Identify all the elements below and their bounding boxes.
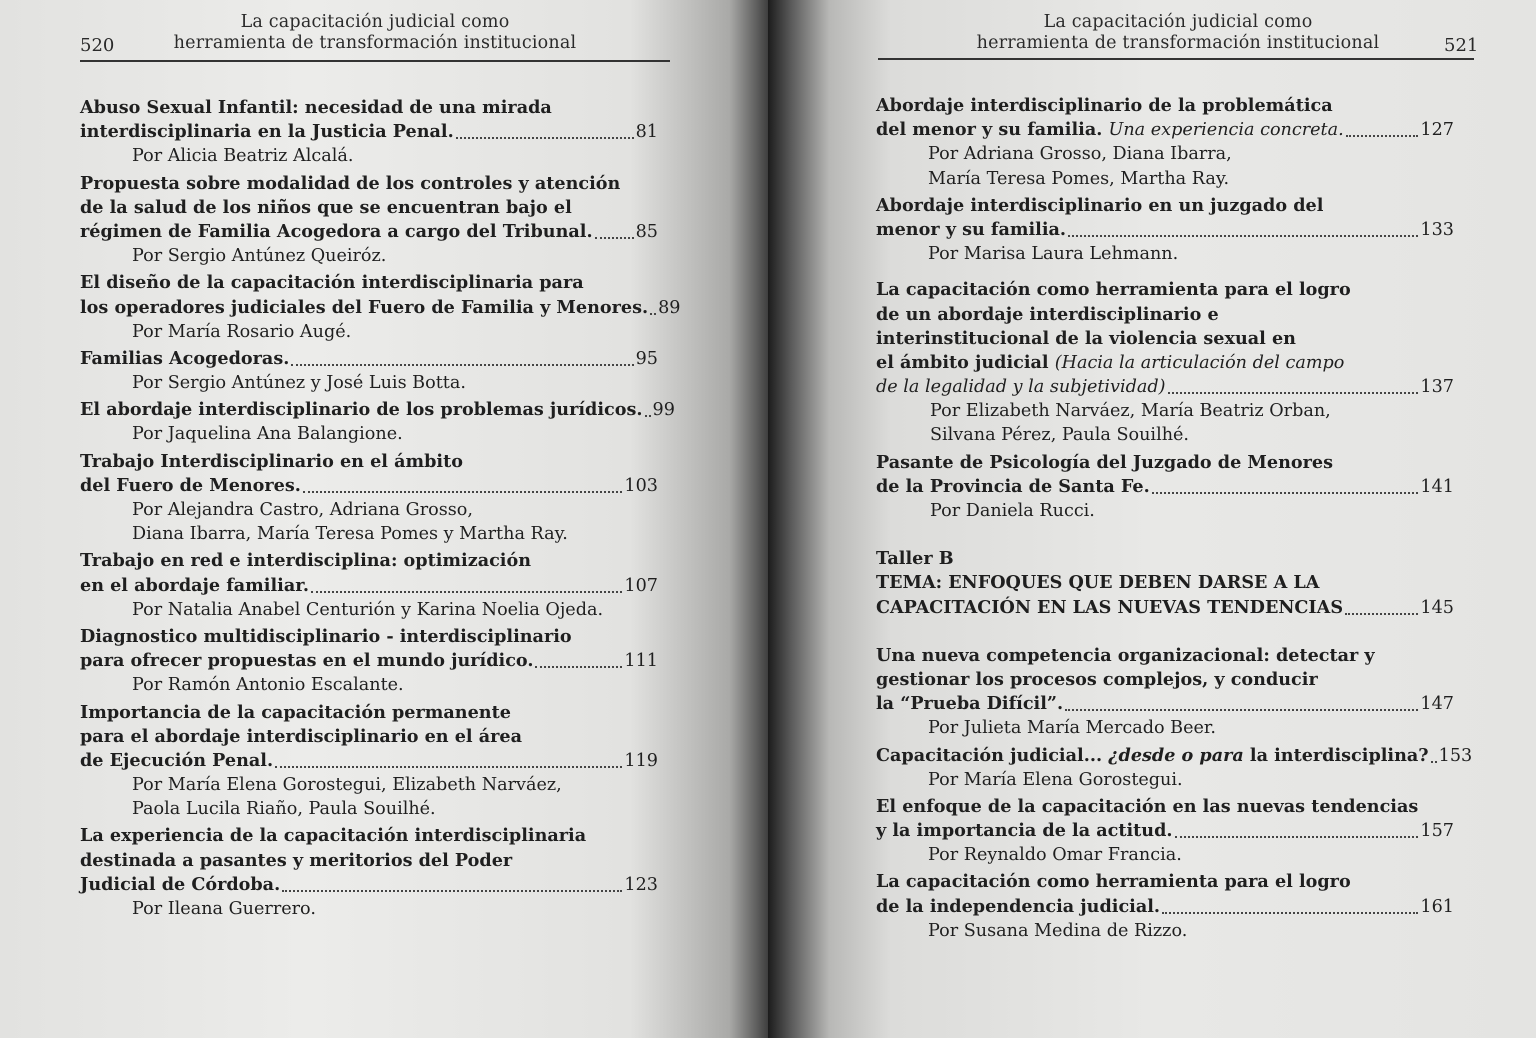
entry-title: gestionar los procesos complejos, y conducir (876, 668, 1318, 690)
entry-page-number: 123 (624, 874, 658, 895)
entry-author: Paola Lucila Riaño, Paula Souilhé. (132, 799, 436, 820)
toc-entry[interactable] (876, 644, 1454, 741)
leader-dots (1346, 118, 1419, 137)
entry-title: Propuesta sobre modalidad de los controles y atención (80, 172, 621, 194)
entry-author: Por Natalia Anabel Centurión y Karina Noelia Ojeda. (132, 599, 604, 620)
entry-author: Por Alejandra Castro, Adriana Grosso, (132, 500, 473, 520)
leader-dots (1175, 819, 1419, 838)
toc-entry[interactable] (80, 450, 658, 547)
entry-page-number: 107 (624, 575, 658, 596)
entry-title-last-line: en el abordaje familiar. 107 (80, 574, 658, 598)
toc-entry[interactable] (80, 172, 658, 269)
entry-author: Por Reynaldo Omar Francia. (928, 845, 1182, 866)
toc-entry[interactable] (876, 870, 1454, 943)
entry-title: Abordaje interdisciplinario en un juzgado del (876, 194, 1324, 216)
entry-author: Por María Rosario Augé. (132, 321, 352, 342)
toc-entry[interactable] (80, 96, 658, 169)
leader-dots (1168, 375, 1419, 394)
page-number: 521 (1444, 35, 1479, 56)
entry-page-number: 89 (658, 297, 681, 318)
leader-dots (1345, 596, 1418, 615)
entry-author: Por Elizabeth Narváez, María Beatriz Orban, (930, 401, 1331, 422)
toc-list-right (876, 94, 1473, 943)
entry-title: Importancia de la capacitación permanente (80, 701, 511, 723)
entry-title: Trabajo en red e interdisciplina: optimización (80, 550, 532, 572)
entry-page-number: 157 (1420, 821, 1454, 842)
entry-title-last-line: de Ejecución Penal. 119 (80, 749, 658, 773)
entry-page-number: 119 (624, 750, 658, 771)
entry-author: Por Adriana Grosso, Diana Ibarra, (928, 144, 1232, 165)
toc-entry[interactable] (876, 795, 1454, 868)
toc-entry[interactable] (876, 744, 1473, 792)
entry-author: Por Jaquelina Ana Balangione. (132, 424, 403, 445)
entry-title: para el abordaje interdisciplinario en el área (80, 725, 522, 747)
leader-dots (275, 749, 622, 768)
leader-dots (645, 398, 651, 417)
entry-author: Por María Elena Gorostegui, Elizabeth Narváez, (132, 775, 562, 796)
entry-title-last-line: los operadores judiciales del Fuero de Familia y Menores. 89 (80, 296, 658, 320)
entry-page-number: 133 (1420, 219, 1454, 240)
entry-page-number: 145 (1420, 597, 1454, 618)
entry-page-number: 127 (1420, 120, 1454, 141)
page-number: 520 (80, 35, 115, 56)
entry-title-last-line: Capacitación judicial... ¿desde o para la interdisciplina? 153 (876, 744, 1454, 768)
leader-dots (311, 574, 622, 593)
leader-dots (303, 474, 622, 493)
running-head-line2: herramienta de transformación institucional (173, 33, 577, 53)
entry-title-last-line: del Fuero de Menores. 103 (80, 474, 658, 498)
leader-dots (595, 220, 634, 239)
leader-dots (1152, 475, 1419, 494)
entry-title: interinstitucional de la violencia sexual en (876, 327, 1296, 349)
toc-entry[interactable] (80, 398, 675, 446)
running-head-line1: La capacitación judicial como (1043, 12, 1313, 32)
entry-title-last-line: de la Provincia de Santa Fe. 141 (876, 475, 1454, 499)
entry-author: Por Daniela Rucci. (930, 501, 1095, 521)
entry-title: La experiencia de la capacitación interdisciplinaria (80, 825, 587, 847)
leader-dots (650, 296, 656, 315)
toc-entry[interactable] (876, 94, 1454, 191)
entry-author: Por Ramón Antonio Escalante. (132, 675, 404, 696)
entry-author: Por Sergio Antúnez y José Luis Botta. (132, 373, 466, 394)
entry-title: La capacitación como herramienta para el logro (876, 279, 1351, 301)
running-head (958, 12, 1398, 54)
entry-author: Por Susana Medina de Rizzo. (928, 920, 1188, 941)
leader-dots (282, 873, 622, 892)
leader-dots (1065, 692, 1418, 711)
entry-title-last-line: y la importancia de la actitud. 157 (876, 819, 1454, 843)
entry-title-last-line: menor y su familia. 133 (876, 218, 1454, 242)
toc-entry[interactable] (80, 824, 658, 921)
entry-author: Diana Ibarra, María Teresa Pomes y Martha Ray. (132, 524, 568, 545)
entry-title: Diagnostico multidisciplinario - interdisciplinario (80, 625, 572, 647)
leader-dots (1162, 895, 1418, 914)
entry-page-number: 147 (1420, 694, 1454, 715)
entry-title: La capacitación como herramienta para el logro (876, 871, 1351, 893)
entry-title: Una nueva competencia organizacional: detectar y (876, 644, 1375, 666)
entry-page-number: 137 (1420, 377, 1454, 398)
entry-author: Silvana Pérez, Paula Souilhé. (930, 425, 1190, 446)
running-head (140, 12, 610, 54)
taller-theme-last-line: CAPACITACIÓN EN LAS NUEVAS TENDENCIAS 145 (876, 596, 1454, 620)
entry-page-number: 81 (635, 122, 658, 143)
entry-author: Por Sergio Antúnez Queiróz. (132, 246, 387, 267)
right-page (768, 0, 1536, 1038)
toc-entry[interactable] (80, 701, 658, 822)
header-rule (80, 60, 670, 62)
header-rule (878, 58, 1474, 60)
entry-title: de un abordaje interdisciplinario e (876, 303, 1219, 325)
leader-dots (1431, 744, 1437, 763)
entry-title: Pasante de Psicología del Juzgado de Menores (876, 451, 1333, 473)
entry-title-last-line: del menor y su familia. Una experiencia concreta. 127 (876, 118, 1454, 142)
entry-title: El diseño de la capacitación interdisciplinaria para (80, 272, 584, 294)
entry-title: Abuso Sexual Infantil: necesidad de una mirada (80, 97, 552, 118)
entry-title-last-line: Judicial de Córdoba. 123 (80, 873, 658, 897)
entry-title: de la salud de los niños que se encuentran bajo el (80, 196, 572, 218)
toc-entry[interactable] (80, 347, 658, 395)
taller-label: Taller B (876, 548, 954, 570)
entry-title: Trabajo Interdisciplinario en el ámbito (80, 450, 463, 472)
leader-dots (456, 120, 634, 139)
toc-entry[interactable] (80, 549, 658, 622)
entry-title-last-line: de la legalidad y la subjetividad) 137 (876, 375, 1454, 399)
entry-title: el ámbito judicial (Hacia la articulación del campo (876, 351, 1345, 373)
entry-page-number: 153 (1438, 745, 1473, 766)
running-head-line1: La capacitación judicial como (240, 12, 510, 32)
toc-entry[interactable] (876, 451, 1454, 524)
entry-author: María Teresa Pomes, Martha Ray. (928, 168, 1230, 189)
entry-author: Por Alicia Beatriz Alcalá. (132, 146, 354, 167)
entry-author: Por Marisa Laura Lehmann. (928, 244, 1179, 265)
entry-title: Abordaje interdisciplinario de la problemática (876, 95, 1333, 116)
entry-page-number: 99 (652, 400, 675, 421)
entry-title-last-line: interdisciplinaria en la Justicia Penal. 81 (80, 120, 658, 144)
leader-dots (291, 347, 633, 366)
entry-title-last-line: régimen de Familia Acogedora a cargo del Tribunal. 85 (80, 220, 658, 244)
running-head-line2: herramienta de transformación institucional (976, 33, 1380, 53)
entry-title: El enfoque de la capacitación en las nuevas tendencias (876, 795, 1419, 817)
entry-page-number: 95 (635, 348, 658, 369)
entry-author: Por Ileana Guerrero. (132, 899, 316, 919)
entry-page-number: 161 (1420, 896, 1454, 917)
entry-author: Por María Elena Gorostegui. (928, 769, 1183, 790)
toc-entry[interactable] (876, 278, 1454, 447)
entry-title-last-line: la “Prueba Difícil”. 147 (876, 692, 1454, 716)
entry-title-last-line: de la independencia judicial. 161 (876, 895, 1454, 919)
leader-dots (535, 649, 622, 668)
toc-entry[interactable] (876, 194, 1454, 267)
entry-title-last-line: Familias Acogedoras. 95 (80, 347, 658, 371)
entry-page-number: 141 (1420, 476, 1454, 497)
entry-title: destinada a pasantes y meritorios del Poder (80, 849, 513, 871)
taller-section[interactable] (876, 547, 1454, 620)
toc-list-left (80, 96, 681, 921)
entry-page-number: 85 (635, 221, 658, 242)
entry-title-last-line: El abordaje interdisciplinario de los problemas jurídicos. 99 (80, 398, 658, 422)
toc-entry[interactable] (80, 271, 681, 344)
entry-author: Por Julieta María Mercado Beer. (928, 718, 1216, 739)
leader-dots (1068, 218, 1418, 237)
entry-title-last-line: para ofrecer propuestas en el mundo jurídico. 111 (80, 649, 658, 673)
taller-theme: TEMA: ENFOQUES QUE DEBEN DARSE A LA (876, 572, 1320, 594)
entry-page-number: 103 (624, 475, 658, 496)
entry-page-number: 111 (624, 651, 658, 672)
toc-entry[interactable] (80, 625, 658, 698)
